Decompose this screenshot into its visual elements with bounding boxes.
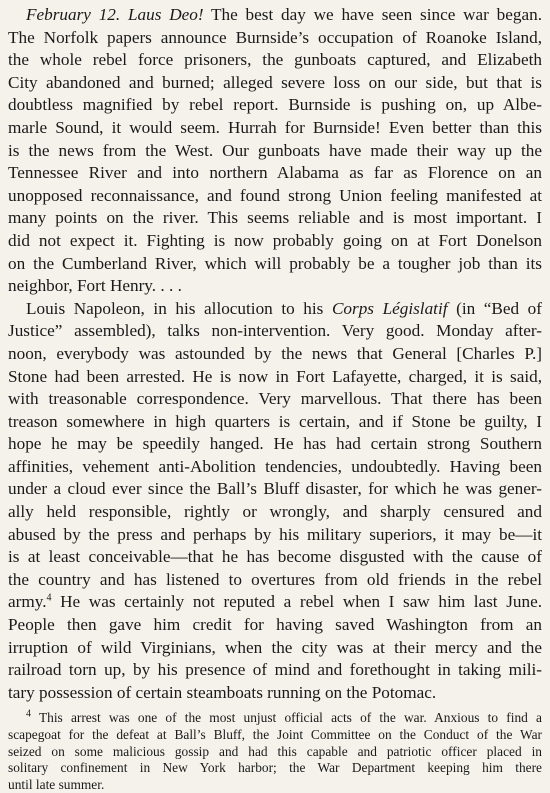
text-line: noon, everybody was astounded by the news that General [Charles P.] bbox=[8, 343, 542, 363]
text-line: abused by the press and perhaps by his military superiors, it may be—it bbox=[8, 524, 542, 544]
corps-legislatif: Corps Législatif bbox=[331, 298, 448, 318]
entry-date: February 12. bbox=[26, 5, 121, 24]
diary-entry-paragraph bbox=[8, 4, 542, 298]
laus-deo: Laus Deo! bbox=[127, 5, 204, 24]
text-line: Justice” assembled), talks non-intervention. Very good. Monday after- bbox=[8, 321, 542, 341]
footnote-line: solitary confinement in New York harbor; the War Department keeping him there bbox=[8, 760, 542, 776]
text-line: the whole rebel force prisoners, the gunboats captured, and Elizabeth bbox=[8, 50, 542, 70]
text-line: doubtless magnified by rebel report. Burnside is pushing on, up Albe- bbox=[8, 95, 542, 115]
text-line: ally held responsible, rightly or wrongly, and sharply censured and bbox=[8, 502, 542, 522]
footnote-line bbox=[8, 710, 542, 727]
text-segment: Louis Napoleon, in his allocution to his bbox=[26, 298, 332, 318]
text-segment: This arrest was one of the most unjust official acts of the war. Anxious to find a bbox=[31, 710, 542, 726]
footnote-number: 4 bbox=[26, 708, 31, 720]
text-line: Tennessee River and into northern Alabama as far as Florence on an bbox=[8, 163, 542, 183]
text-line bbox=[8, 591, 542, 614]
text-segment: He was certainly not reputed a rebel when I saw him last June. bbox=[51, 592, 542, 612]
text-segment: The best day we have seen since war began. bbox=[203, 5, 543, 24]
text-line: under a cloud ever since the Ball’s Bluff disaster, for which he was gener- bbox=[8, 479, 542, 499]
text-line: unopposed reconnaissance, and found strong Union feeling manifested at bbox=[8, 185, 542, 205]
text-line: many points on the river. This seems reliable and is most important. I bbox=[8, 208, 542, 228]
text-line: tary possession of certain steamboats running on the Potomac. bbox=[8, 682, 437, 702]
text-line: City abandoned and burned; alleged severe loss on our side, but that is bbox=[8, 72, 542, 92]
book-page bbox=[8, 4, 542, 793]
text-line bbox=[8, 298, 542, 321]
footnote-marker: 4 bbox=[46, 592, 52, 604]
text-line bbox=[8, 4, 542, 27]
footnote bbox=[8, 710, 542, 793]
footnote-line: until late summer. bbox=[8, 776, 105, 792]
text-line: marle Sound, it would seem. Hurrah for Burnside! Even better than this bbox=[8, 117, 542, 137]
text-line: affinities, vehement anti-Abolition tendencies, undoubtedly. Having been bbox=[8, 456, 542, 476]
text-line: is the news from the West. Our gunboats have made their way up the bbox=[8, 140, 542, 160]
text-line: is at least conceivable—that he has become disgusted with the cause of bbox=[8, 547, 542, 567]
text-line: treason somewhere in high quarters is certain, and if Stone be guilty, I bbox=[8, 411, 542, 431]
text-line: with treasonable correspondence. Very marvellous. That there has been bbox=[8, 389, 542, 409]
footnote-line: scapegoat for the defeat at Ball’s Bluff, the Joint Committee on the Conduct of the War bbox=[8, 727, 542, 742]
text-line: railroad torn up, by his presence of mind and forethought in taking mili- bbox=[8, 660, 542, 680]
text-line: Stone had been arrested. He is now in Fort Lafayette, charged, it is said, bbox=[8, 366, 542, 386]
text-line: did not expect it. Fighting is now probably going on at Fort Donelson bbox=[8, 230, 542, 250]
text-segment: army. bbox=[8, 592, 47, 612]
napoleon-stone-paragraph bbox=[8, 298, 542, 705]
text-line: the country and has listened to overtures from old friends in the rebel bbox=[8, 569, 542, 589]
text-segment: (in “Bed of bbox=[447, 298, 542, 318]
text-line: People then gave him credit for having saved Washington from an bbox=[8, 615, 542, 635]
text-line: hope he may be speedily hanged. He has had certain strong Southern bbox=[8, 434, 542, 454]
text-line: The Norfolk papers announce Burnside’s occupation of Roanoke Island, bbox=[8, 27, 542, 47]
text-line: irruption of wild Virginians, when the city was at their mercy and the bbox=[8, 637, 542, 657]
text-line: on the Cumberland River, which will probably be a tougher job than its bbox=[8, 253, 542, 273]
text-line: neighbor, Fort Henry. . . . bbox=[8, 276, 182, 296]
footnote-line: seized on some malicious gossip and had this capable and patriotic officer placed in bbox=[8, 743, 542, 759]
